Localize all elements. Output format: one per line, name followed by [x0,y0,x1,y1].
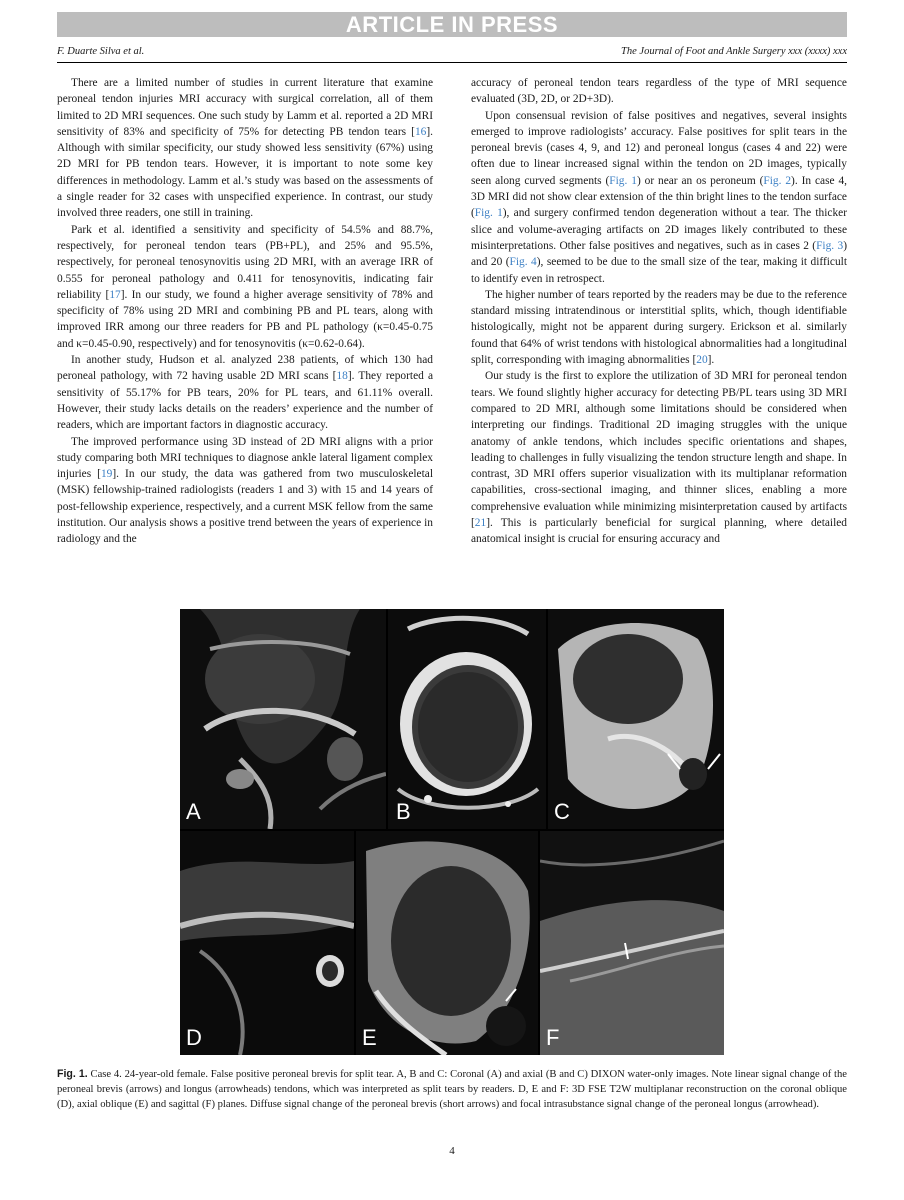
citation-link[interactable]: 17 [109,288,121,301]
running-header-journal: The Journal of Foot and Ankle Surgery xxx (xxxx) xxx [621,46,847,57]
paragraph: The improved performance using 3D instead of 2D MRI aligns with a prior study comparing both MRI techniques to diagnose ankle lateral ligament complex injuries [19]. In our study, the data was gathered from two musculoskeletal (MSK) fellowship-trained radiologists (readers 1 and 3) with 15 and 14 years of post-fellowship experience, respectively, and a current MSK fellow from the same institution. Our analysis shows a positive trend between the years of experience in radiology and the [57,435,434,546]
panel-label-c: C [554,799,570,824]
citation-link[interactable]: 16 [414,125,427,138]
paragraph: There are a limited number of studies in current literature that examine peroneal tendon injuries MRI accuracy with surgical correlation, all of them limited to 2D MRI sequences. One such study by Lamm et al. reported a 2D MRI sensitivity of 83% and specificity of 75% for detecting PB tendon tears [16]. Although with similar specificity, our study showed less sensitivity (67%) using 2D MRI for PB tendon tears. However, it is important to note some key differences in methodology. Lamm et al.’s study was based on the assessments of a single reader for 32 cases with unspecified experience. In contrast, our study involved three readers, one still in training. [57,77,433,220]
running-header-authors: F. Duarte Silva et al. [57,46,145,57]
panel-label-b: B [396,799,411,824]
mri-panel-b [388,609,546,829]
caption-text: Case 4. 24-year-old female. False positive peroneal brevis for split tear. A, B and C: Coronal (A) and axial (B and C) DIXON water-only images. Note linear signal change of the peroneal brevis (arrows) and longus (arrowheads) tendons, which was interpreted as split tears by readers. D, E and F: 3D FSE T2W multiplanar reconstruction on the coronal oblique (D), axial oblique (E) and sagittal (F) planes. Diffuse signal change of the peroneal brevis (short arrows) and focal intrasubstance signal change of the peroneal longus (arrowhead). [57,1069,848,1111]
mri-panel-f [540,831,724,1055]
paragraph: The higher number of tears reported by the readers may be due to the reference standard missing intratendinous or interstitial splits, which, though identifiable histologically, might not be apparent during surgery. Erickson et al. similarly found that 64% of wrist tendons with histological abnormalities had a longitudinal split, corresponding with imaging abnormalities [20]. [471,288,847,367]
paragraph: Park et al. identified a sensitivity and specificity of 54.5% and 88.7%, respectively, for peroneal tendon tears (PB+PL), and 25% and 95.5%, respectively, for peroneal tenosynovitis using 2D MRI, with an average IRR of 0.555 for peroneal pathology and 0.411 for tenosynovitis, indicating fair reliability [17]. In our study, we found a higher average sensitivity of 78% and specificity of 78% using 2D MRI and combining PB and PL tears, along with improved IRR among our three readers for PB and PL pathology (κ=0.45-0.75 and κ=0.45-0.90, respectively) and for tenosynovitis (κ=0.62-0.64). [57,223,433,350]
citation-link[interactable]: 19 [100,468,113,481]
citation-link[interactable]: 18 [336,370,348,383]
article-in-press-banner: ARTICLE IN PRESS [57,12,847,37]
mri-panel-e [356,831,538,1055]
paragraph: Our study is the first to explore the utilization of 3D MRI for peroneal tendon tears. We found slightly higher accuracy for detecting PB/PL tears using 3D MRI compared to 2D MRI, although some limitations should be considered when interpreting our findings. Traditional 2D imaging struggles with the unique anatomy of ankle tendons, which includes specific orientations and shapes, leading to challenges in fully visualizing the tendon structure length and shape. In contrast, 3D MRI offers superior visualization with its multiplanar reformation capabilities, cross-sectional imaging, and thinner slices, enabling a more comprehensive evaluation while minimizing misinterpretation caused by artifacts [21]. This is particularly beneficial for surgical planning, where detailed anatomical insight is crucial for ensuring accuracy and [471,370,847,546]
right-column [471,75,847,548]
panel-label-d: D [186,1025,202,1050]
paragraph: Upon consensual revision of false positives and negatives, several insights emerged to improve radiologists’ accuracy. False positives for split tears in the peroneal brevis (cases 4, 9, and 12) and peroneal longus (cases 4 and 22) were often due to linear increased signal within the tendon on 2D images, typically seen along curved segments (Fig. 1) or near an os peroneum (Fig. 2). In case 4, 3D MRI did not show clear extension of the thin bright lines to the tendon surface (Fig. 1), and surgery confirmed tendon degeneration without a tear. The thicker slice and volume-averaging artifacts on 2D images likely contributed to these misinterpretations. Other false positives and negatives, such as in cases 2 (Fig. 3) and 20 (Fig. 4), seemed to be due to the small size of the tear, making it difficult to identify even in retrospect. [471,109,847,285]
header-rule [57,62,847,63]
mri-panel-c [548,609,724,829]
figure-link[interactable]: Fig. 1 [609,174,637,187]
figure-link[interactable]: Fig. 4 [509,256,537,269]
mri-panel-d [180,831,354,1055]
paragraph: In another study, Hudson et al. analyzed 238 patients, of which 130 had peroneal pathology, with 72 having usable 2D MRI scans [18]. They reported a sensitivity of 55.17% for PB tears, 20% for PL tears, and 61.11% overall. However, their study lacks details on the readers’ experience and the number of readers, which are important factors in diagnostic accuracy. [57,354,433,432]
mri-figure [180,609,724,1055]
figure-link[interactable]: Fig. 1 [474,207,503,220]
caption-label: Fig. 1. [57,1068,88,1080]
figure-caption [57,1067,847,1113]
citation-link[interactable]: 20 [696,354,708,367]
figure-link[interactable]: Fig. 3 [816,239,844,252]
left-column [57,75,433,548]
paragraph: accuracy of peroneal tendon tears regardless of the type of MRI sequence evaluated (3D, 2D, or 2D+3D). [471,77,847,106]
figure-link[interactable]: Fig. 2 [763,174,792,187]
panel-label-e: E [362,1025,377,1050]
panel-label-a: A [186,799,201,824]
mri-panel-a [180,609,386,829]
panel-label-f: F [546,1025,560,1050]
citation-link[interactable]: 21 [474,517,487,530]
page-number: 4 [449,1145,455,1157]
